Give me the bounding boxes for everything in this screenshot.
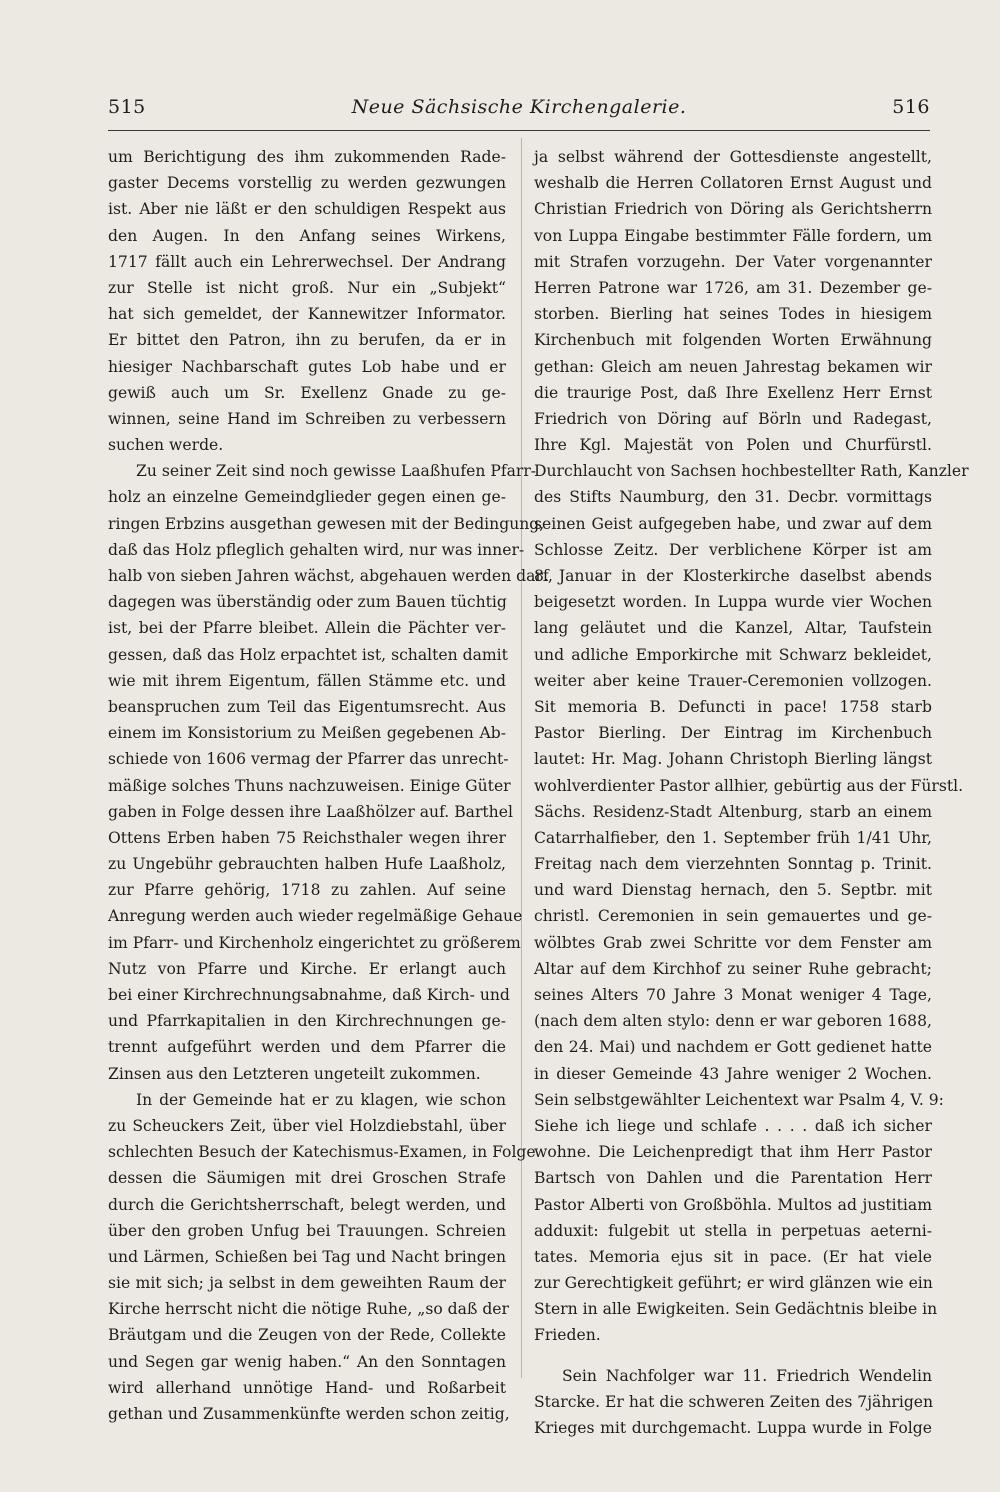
- left-page-number: 515: [108, 96, 146, 118]
- text-line: gaben in Folge dessen ihre Laaßhölzer auf. Barthel: [108, 802, 513, 821]
- header-rule: [108, 130, 930, 131]
- text-line: winnen, seine Hand im Schreiben zu verbessern: [108, 409, 506, 428]
- text-line: halb von sieben Jahren wächst, abgehauen werden darf,: [108, 567, 554, 585]
- text-line: Freitag nach dem vierzehnten Sonntag p. Trinit.: [534, 855, 932, 874]
- text-line: und Segen gar wenig haben.“ An den Sonntagen: [108, 1352, 506, 1371]
- text-line: Ottens Erben haben 75 Reichsthaler wegen ihrer: [108, 828, 506, 847]
- text-line: und Pfarrkapitalien in den Kirchrechnungen ge-: [108, 1012, 506, 1031]
- text-line: In der Gemeinde hat er zu klagen, wie schon: [136, 1090, 506, 1109]
- text-line: durch die Gerichtsherrschaft, belegt werden, und: [108, 1195, 506, 1214]
- text-line: weiter aber keine Trauer-Ceremonien vollzogen.: [534, 671, 932, 690]
- text-line: zur Gerechtigkeit geführt; er wird glänzen wie ein: [534, 1274, 933, 1293]
- text-line: bei einer Kirchrechnungsabnahme, daß Kirch- und: [108, 986, 510, 1004]
- text-line: suchen werde.: [108, 436, 224, 455]
- text-line: mit Strafen vorzugehn. Der Vater vorgenannter: [534, 252, 932, 271]
- text-line: Ihre Kgl. Majestät von Polen und Churfürstl.: [534, 436, 932, 455]
- text-line: Sein Nachfolger war 11. Friedrich Wendelin: [562, 1366, 932, 1385]
- text-line: Nutz von Pfarre und Kirche. Er erlangt auch: [108, 959, 506, 978]
- text-line: zu Scheuckers Zeit, über viel Holzdiebstahl, über: [108, 1116, 506, 1135]
- text-line: Durchlaucht von Sachsen hochbestellter Rath, Kanzler: [534, 462, 969, 481]
- text-line: schiede von 1606 vermag der Pfarrer das unrecht-: [108, 750, 509, 769]
- text-line: im Pfarr- und Kirchenholz eingerichtet zu größerem: [108, 933, 521, 952]
- text-line: des Stifts Naumburg, den 31. Decbr. vormittags: [534, 488, 932, 507]
- text-line: lang geläutet und die Kanzel, Altar, Taufstein: [534, 619, 932, 638]
- text-line: zu Ungebühr gebrauchten halben Hufe Laaßholz,: [108, 855, 506, 874]
- text-line: Kirche herrscht nicht die nötige Ruhe, „so daß der: [108, 1300, 509, 1319]
- paragraph-spacer: [534, 1349, 932, 1363]
- text-line: wohne. Die Leichenpredigt that ihm Herr Pastor: [534, 1143, 932, 1162]
- text-line: Sein selbstgewählter Leichentext war Psalm 4, V. 9:: [534, 1090, 944, 1109]
- text-line: einem im Konsistorium zu Meißen gegebenen Ab-: [108, 724, 506, 743]
- text-line: gethan und Zusammenkünfte werden schon zeitig,: [108, 1405, 510, 1423]
- text-line: und ward Dienstag hernach, den 5. Septbr. mit: [534, 881, 932, 900]
- text-line: hat sich gemeldet, der Kannewitzer Informator.: [108, 305, 506, 324]
- right-page-number: 516: [892, 96, 930, 118]
- text-line: beigesetzt worden. In Luppa wurde vier Wochen: [534, 593, 932, 612]
- text-line: zur Stelle ist nicht groß. Nur ein „Subjekt“: [108, 278, 506, 297]
- text-line: den 24. Mai) und nachdem er Gott gedienet hatte: [534, 1038, 932, 1057]
- text-line: beanspruchen zum Teil das Eigentumsrecht. Aus: [108, 697, 506, 716]
- text-line: Sit memoria B. Defuncti in pace! 1758 starb: [534, 697, 932, 716]
- text-line: Pastor Alberti von Großböhla. Multos ad justitiam: [534, 1195, 932, 1214]
- text-line: Starcke. Er hat die schweren Zeiten des 7jährigen: [534, 1392, 934, 1411]
- text-line: schlechten Besuch der Katechismus-Examen, in Folge: [108, 1143, 536, 1162]
- text-line: ist. Aber nie läßt er den schuldigen Respekt aus: [108, 200, 506, 219]
- text-line: um Berichtigung des ihm zukommenden Rade-: [108, 148, 506, 166]
- text-line: Herren Patrone war 1726, am 31. Dezember ge-: [534, 278, 932, 297]
- text-line: gethan: Gleich am neuen Jahrestag bekamen wir: [534, 357, 932, 376]
- text-line: 1717 fällt auch ein Lehrerwechsel. Der Andrang: [108, 252, 506, 271]
- right-column: [534, 144, 969, 1441]
- text-line: den Augen. In den Anfang seines Wirkens,: [108, 226, 506, 245]
- text-line: holz an einzelne Gemeindglieder gegen einen ge-: [108, 488, 506, 507]
- text-line: storben. Bierling hat seines Todes in hiesigem: [534, 305, 932, 324]
- text-line: ist, bei der Pfarre bleibet. Allein die Pächter ver-: [108, 619, 506, 638]
- text-line: gessen, daß das Holz erpachtet ist, schalten damit: [108, 645, 508, 664]
- text-line: daß das Holz pfleglich gehalten wird, nur was inner-: [108, 540, 525, 559]
- text-line: wird allerhand unnötige Hand- und Roßarbeit: [108, 1378, 506, 1397]
- text-line: tates. Memoria ejus sit in pace. (Er hat viele: [534, 1247, 932, 1266]
- text-line: Altar auf dem Kirchhof zu seiner Ruhe gebracht;: [534, 959, 932, 978]
- left-column: [108, 144, 554, 1427]
- text-line: ringen Erbzins ausgethan gewesen mit der Bedingung,: [108, 514, 545, 533]
- text-line: Krieges mit durchgemacht. Luppa wurde in Folge: [534, 1419, 932, 1437]
- text-line: wohlverdienter Pastor allhier, gebürtig aus der Fürstl.: [534, 776, 964, 795]
- text-line: seines Alters 70 Jahre 3 Monat weniger 4 Tage,: [534, 986, 932, 1004]
- text-line: und adliche Emporkirche mit Schwarz bekleidet,: [534, 645, 932, 664]
- text-line: mäßige solches Thuns nachzuweisen. Einige Güter: [108, 776, 511, 795]
- text-line: gewiß auch um Sr. Exellenz Gnade zu ge-: [108, 383, 506, 402]
- text-line: Christian Friedrich von Döring als Gerichtsherrn: [534, 200, 932, 219]
- text-line: Catarrhalfieber, den 1. September früh 1/41 Uhr,: [534, 828, 932, 847]
- column-divider: [521, 138, 522, 1378]
- text-line: gaster Decems vorstellig zu werden gezwungen: [108, 174, 506, 193]
- text-line: hiesiger Nachbarschaft gutes Lob habe und er: [108, 357, 506, 376]
- text-line: ja selbst während der Gottesdienste angestellt,: [534, 148, 932, 166]
- text-line: lautet: Hr. Mag. Johann Christoph Bierling längst: [534, 750, 932, 769]
- running-title: Neue Sächsische Kirchengalerie.: [351, 96, 687, 118]
- text-line: seinen Geist aufgegeben habe, und zwar auf dem: [534, 514, 932, 533]
- text-line: Anregung werden auch wieder regelmäßige Gehaue: [108, 907, 523, 926]
- text-line: weshalb die Herren Collatoren Ernst August und: [534, 174, 932, 193]
- text-line: Er bittet den Patron, ihn zu berufen, da er in: [108, 331, 506, 350]
- text-line: 8. Januar in der Klosterkirche daselbst abends: [534, 567, 932, 585]
- text-line: christl. Ceremonien in sein gemauertes und ge-: [534, 907, 932, 926]
- text-line: Sächs. Residenz-Stadt Altenburg, starb an einem: [534, 802, 932, 821]
- text-line: wie mit ihrem Eigentum, fällen Stämme etc. und: [108, 671, 506, 690]
- text-line: von Luppa Eingabe bestimmter Fälle fordern, um: [534, 226, 932, 245]
- text-line: Frieden.: [534, 1326, 601, 1345]
- text-line: dagegen was überständig oder zum Bauen tüchtig: [108, 593, 507, 612]
- text-line: Stern in alle Ewigkeiten. Sein Gedächtnis bleibe in: [534, 1300, 938, 1319]
- page-header: [108, 96, 930, 128]
- text-line: Bräutgam und die Zeugen von der Rede, Collekte: [108, 1326, 506, 1345]
- text-line: wölbtes Grab zwei Schritte vor dem Fenster am: [534, 933, 932, 952]
- text-line: Pastor Bierling. Der Eintrag im Kirchenbuch: [534, 724, 932, 743]
- text-line: adduxit: fulgebit ut stella in perpetuas aeterni-: [534, 1221, 932, 1240]
- text-line: dessen die Säumigen mit drei Groschen Strafe: [108, 1169, 506, 1188]
- text-line: die traurige Post, daß Ihre Exellenz Herr Ernst: [534, 383, 932, 402]
- text-line: Zu seiner Zeit sind noch gewisse Laaßhufen Pfarr-: [136, 462, 537, 481]
- text-line: Siehe ich liege und schlafe . . . . daß ich sicher: [534, 1116, 932, 1135]
- text-line: zur Pfarre gehörig, 1718 zu zahlen. Auf seine: [108, 881, 506, 900]
- text-line: Bartsch von Dahlen und die Parentation Herr: [534, 1169, 932, 1188]
- text-line: (nach dem alten stylo: denn er war geboren 1688,: [534, 1012, 932, 1031]
- text-line: Kirchenbuch mit folgenden Worten Erwähnung: [534, 331, 932, 350]
- text-line: Schlosse Zeitz. Der verblichene Körper ist am: [534, 540, 932, 559]
- text-line: über den groben Unfug bei Trauungen. Schreien: [108, 1221, 506, 1240]
- text-line: Friedrich von Döring auf Börln und Radegast,: [534, 409, 932, 428]
- text-line: und Lärmen, Schießen bei Tag und Nacht bringen: [108, 1247, 506, 1266]
- text-line: sie mit sich; ja selbst in dem geweihten Raum der: [108, 1274, 506, 1293]
- text-line: trennt aufgeführt werden und dem Pfarrer die: [108, 1038, 506, 1057]
- text-line: Zinsen aus den Letzteren ungeteilt zukommen.: [108, 1064, 481, 1083]
- text-line: in dieser Gemeinde 43 Jahre weniger 2 Wochen.: [534, 1064, 932, 1083]
